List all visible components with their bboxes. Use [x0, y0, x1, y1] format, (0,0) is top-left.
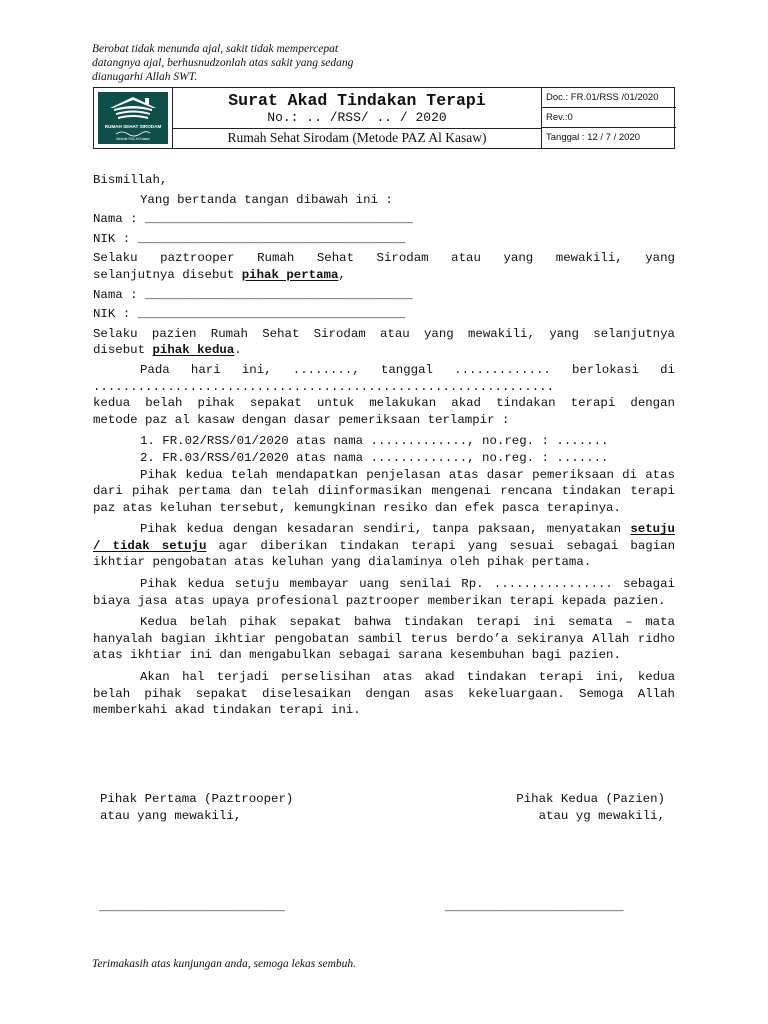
consent-paragraph — [93, 521, 675, 571]
footer-note: Terimakasih atas kunjungan anda, semoga lekas sembuh. — [92, 958, 357, 970]
revision: Rev.:0 — [542, 108, 676, 128]
document-title: Surat Akad Tindakan Terapi — [228, 91, 486, 110]
party2-term-line — [93, 342, 675, 359]
list-item: 2. FR.03/RSS/01/2020 atas nama ............., no.reg. : ....... — [140, 450, 609, 465]
doc-code: Doc.: FR.01/RSS /01/2020 — [542, 88, 676, 108]
document-body — [93, 172, 675, 719]
signature-right-title: Pihak Kedua (Pazien) — [516, 792, 665, 806]
payment-paragraph: Pihak kedua setuju membayar uang senilai Rp. ................ sebagai biaya jasa atas upaya profesional paztrooper memberikan terapi kepada pazien. — [93, 577, 675, 608]
name-label: Nama : — [93, 212, 138, 227]
nik-label: NIK : — [93, 307, 131, 322]
party1-term: pihak pertama — [241, 267, 339, 282]
nik-blank: ____________________________________ — [137, 231, 406, 246]
info-paragraph: Pihak kedua telah mendapatkan penjelasan atas dasar pemeriksaan di atas dari pihak pertama dan telah diinformasikan mengenai rencana tindakan terapi paz atas keluhan tersebut, kemungkinan resiko dan efek pasca terapinya. — [93, 467, 675, 515]
nik-label: NIK : — [93, 231, 131, 246]
signature-left-title: Pihak Pertama (Paztrooper) — [100, 792, 294, 806]
party1-term-prefix: selanjutnya disebut — [93, 267, 242, 282]
party1-name-field — [93, 211, 675, 228]
signature-left-sub: atau yang mewakili, — [100, 808, 242, 823]
document-header-table — [93, 87, 675, 149]
signature-right-sub: atau yg mewakili, — [538, 808, 665, 823]
consent-choice: setuju / tidak setuju — [93, 522, 675, 553]
day-paragraph-line3: kedua belah pihak sepakat untuk melakukan akad tindakan terapi dengan — [93, 396, 675, 411]
logo-subtitle: Metode PAZ Al Kasaw — [116, 137, 150, 141]
dispute-paragraph: Akan hal terjadi perselisihan atas akad tindakan terapi ini, kedua belah pihak sepakat diselesaikan dengan asas kekeluargaan. Semoga Allah memberkahi akad tindakan terapi ini. — [93, 670, 675, 718]
document-subtitle: Rumah Sehat Sirodam (Metode PAZ Al Kasaw) — [227, 130, 487, 145]
party2-term: pihak kedua — [152, 343, 235, 358]
signature-right — [420, 791, 665, 824]
name-blank: ____________________________________ — [145, 212, 413, 227]
party1-nik-field — [93, 231, 675, 248]
signature-line-left: _________________________ — [99, 900, 285, 914]
agreement-paragraph: Kedua belah pihak sepakat bahwa tindakan terapi ini semata – mata hanyalah bagian ikhtiar pengobatan sambil terus berdo’a sekiranya Allah ridho atas ikhtiar ini dan mengabulkan sebagai sarana kesembuhan bagi pazien. — [93, 615, 675, 663]
intro-text: Yang bertanda tangan dibawah ini : — [140, 192, 393, 207]
clinic-logo — [94, 88, 173, 148]
name-label: Nama : — [93, 287, 138, 302]
party1-description: Selaku paztrooper Rumah Sehat Sirodam atau yang mewakili, yang — [93, 251, 675, 266]
party1-term-suffix: , — [338, 267, 346, 282]
quote-line: dianugarhi Allah SWT. — [92, 71, 198, 83]
day-paragraph-line1: Pada hari ini, ........, tanggal ............. berlokasi di — [140, 362, 675, 377]
day-paragraph-line2: .............................................................. — [93, 379, 555, 394]
header-quote — [92, 42, 422, 84]
greeting: Bismillah, — [93, 173, 168, 187]
signature-left — [100, 791, 293, 824]
quote-line: datangnya ajal, berhusnudzonlah atas sakit yang sedang — [92, 57, 354, 69]
consent-rest: agar diberikan tindakan terapi yang sesuai sebagai bagian ikhtiar pengobatan atas keluhan yang dialaminya oleh pihak pertama. — [93, 538, 676, 570]
party2-description: Selaku pazien Rumah Sehat Sirodam atau yang mewakili, yang selanjutnya — [93, 326, 675, 341]
title-cell — [173, 88, 542, 129]
nik-blank: ____________________________________ — [137, 307, 406, 322]
quote-line: Berobat tidak menunda ajal, sakit tidak mempercepat — [92, 43, 339, 55]
signature-line-right: ________________________ — [445, 900, 624, 914]
party2-nik-field — [93, 306, 675, 323]
party1-term-line — [93, 267, 675, 284]
party2-term-suffix: . — [234, 343, 242, 358]
party2-name-field — [93, 287, 675, 304]
house-logo-icon — [98, 92, 168, 144]
party2-term-prefix: disebut — [93, 343, 153, 358]
name-blank: ____________________________________ — [145, 287, 413, 302]
list-item: 1. FR.02/RSS/01/2020 atas nama ............., no.reg. : ....... — [140, 434, 609, 449]
logo-text: RUMAH SEHAT SIRODAM — [104, 124, 162, 129]
subtitle-cell — [173, 128, 542, 148]
document-date: Tanggal : 12 / 7 / 2020 — [546, 132, 641, 143]
day-paragraph-line4: metode paz al kasaw dengan dasar pemeriksaan terlampir : — [93, 412, 510, 427]
document-number: No.: .. /RSS/ .. / 2020 — [267, 110, 447, 125]
consent-intro: Pihak kedua dengan kesadaran sendiri, tanpa paksaan, menyatakan — [140, 522, 622, 537]
